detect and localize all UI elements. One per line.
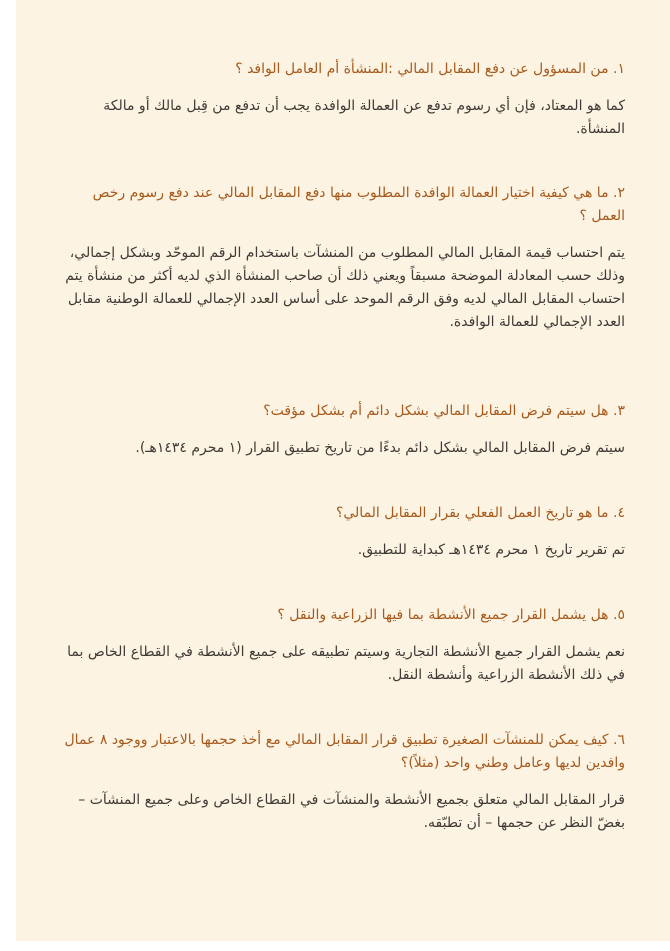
faq-item-2: [60, 182, 625, 334]
faq-item-6: [60, 729, 625, 835]
answer-6: قرار المقابل المالي متعلق بجميع الأنشطة والمنشآت في القطاع الخاص وعلى جميع المنشآت – بغضّ النظر عن حجمها – أن تطبّقه.: [78, 792, 625, 831]
answer-1: كما هو المعتاد، فإن أي رسوم تدفع عن العمالة الوافدة يجب أن تدفع من قِبل مالك أو مالكة المنشأة.: [103, 98, 625, 137]
question-3: ٣. هل سيتم فرض المقابل المالي بشكل دائم أم بشكل مؤقت؟: [263, 403, 625, 419]
question-2: ٢. ما هي كيفية اختيار العمالة الوافدة المطلوب منها دفع المقابل المالي عند دفع رسوم رخص العمل ؟: [92, 185, 625, 224]
question-1: ١. من المسؤول عن دفع المقابل المالي :المنشأة أم العامل الوافد ؟: [235, 61, 625, 77]
faq-item-5: [60, 604, 625, 687]
faq-item-3: [60, 400, 625, 460]
answer-2: يتم احتساب قيمة المقابل المالي المطلوب من المنشآت باستخدام الرقم الموحّد وبشكل إجمالي، وذلك حسب المعادلة الموضحة مسبقاً ويعني ذلك أن صاحب المنشأة الذي لديه أكثر من منشأة يتم احتساب المقابل المالي لديه وفق الرقم الموحد على أساس العدد الإجمالي للعمالة الوطنية مقابل العدد الإجمالي للعمالة الوافدة.: [65, 245, 625, 330]
faq-item-1: [60, 58, 625, 141]
question-4: ٤. ما هو تاريخ العمل الفعلي بقرار المقابل المالي؟: [335, 505, 625, 521]
question-6: ٦. كيف يمكن للمنشآت الصغيرة تطبيق قرار المقابل المالي مع أخذ حجمها بالاعتبار ووجود ٨ عمال وافدين لديها وعامل وطني واحد (مثلاً)؟: [64, 732, 625, 771]
answer-5: نعم يشمل القرار جميع الأنشطة التجارية وسيتم تطبيقه على جميع الأنشطة في القطاع الخاص بما في ذلك الأنشطة الزراعية وأنشطة النقل.: [67, 644, 625, 683]
answer-3: سيتم فرض المقابل المالي بشكل دائم بدءًا من تاريخ تطبيق القرار (١ محرم ١٤٣٤هـ).: [135, 440, 625, 456]
document-page: [16, 0, 670, 941]
faq-item-4: [60, 502, 625, 562]
answer-4: تم تقرير تاريخ ١ محرم ١٤٣٤هـ كبداية للتطبيق.: [357, 542, 625, 558]
question-5: ٥. هل يشمل القرار جميع الأنشطة بما فيها الزراعية والنقل ؟: [277, 607, 625, 623]
